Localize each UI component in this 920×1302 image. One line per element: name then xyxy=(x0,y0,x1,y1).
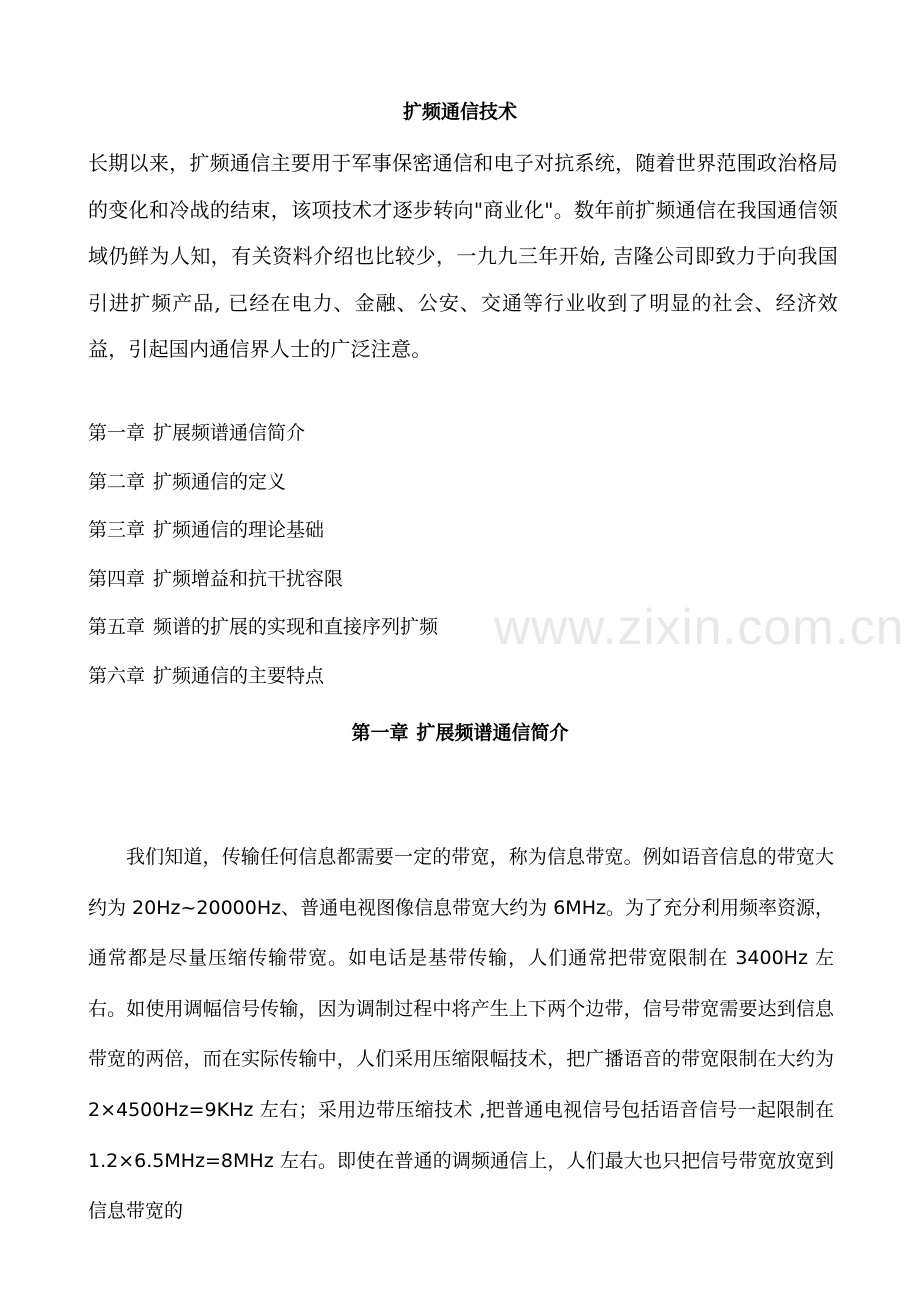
watermark: www.zixin.com.cn xyxy=(494,599,905,655)
toc-chapter-number: 第二章 xyxy=(88,470,146,493)
chapter-heading-title: 扩展频谱通信简介 xyxy=(416,722,569,744)
toc-chapter-number: 第五章 xyxy=(88,616,146,638)
table-of-contents xyxy=(88,409,788,700)
intro-paragraph: 长期以来，扩频通信主要用于军事保密通信和电子对抗系统，随着世界范围政治格局的变化和冷战的结束，该项技术才逐步转向"商业化"。数年前扩频通信在我国通信领域仍鲜为人知，有关资料介绍也比较少，一九九三年开始, 吉隆公司即致力于向我国引进扩频产品, 已经在电力、金融、公安、交通等行业收到了明显的社会、经济效益，引起国内通信界人士的广泛注意。 xyxy=(88,151,838,361)
chapter-heading xyxy=(0,718,920,748)
toc-chapter-number: 第六章 xyxy=(88,664,146,687)
toc-chapter-title: 扩展频谱通信简介 xyxy=(153,422,306,444)
toc-item xyxy=(88,506,788,555)
chapter-heading-number: 第一章 xyxy=(351,722,409,744)
document-title: 扩频通信技术 xyxy=(402,101,517,123)
toc-chapter-title: 扩频通信的主要特点 xyxy=(153,664,325,687)
toc-item xyxy=(88,652,788,701)
toc-item xyxy=(88,603,788,652)
toc-chapter-number: 第四章 xyxy=(88,567,146,590)
body-paragraph: 我们知道，传输任何信息都需要一定的带宽，称为信息带宽。例如语音信息的带宽大约为 20Hz~20000Hz、普通电视图像信息带宽大约为 6MHz。为了充分利用频率资源，通常都是尽量压缩传输带宽。如电话是基带传输，人们通常把带宽限制在 3400Hz 左右。如使用调幅信号传输，因为调制过程中将产生上下两个边带，信号带宽需要达到信息带宽的两倍，而在实际传输中，人们采用压缩限幅技术，把广播语音的带宽限制在大约为 2×4500Hz=9KHz 左右；采用边带压缩技术 ,把普通电视信号包括语音信号一起限制在 1.2×6.5MHz=8MHz 左右。即使在普通的调频通信上，人们最大也只把信号带宽放宽到信息带宽的 xyxy=(88,846,834,1223)
toc-item xyxy=(88,458,788,507)
toc-chapter-number: 第一章 xyxy=(88,422,146,444)
toc-chapter-title: 扩频增益和抗干扰容限 xyxy=(153,567,344,590)
toc-chapter-number: 第三章 xyxy=(88,519,146,541)
toc-item xyxy=(88,555,788,604)
toc-chapter-title: 频谱的扩展的实现和直接序列扩频 xyxy=(153,616,439,638)
toc-chapter-title: 扩频通信的定义 xyxy=(153,470,287,493)
toc-chapter-title: 扩频通信的理论基础 xyxy=(153,519,325,541)
toc-item xyxy=(88,409,788,458)
